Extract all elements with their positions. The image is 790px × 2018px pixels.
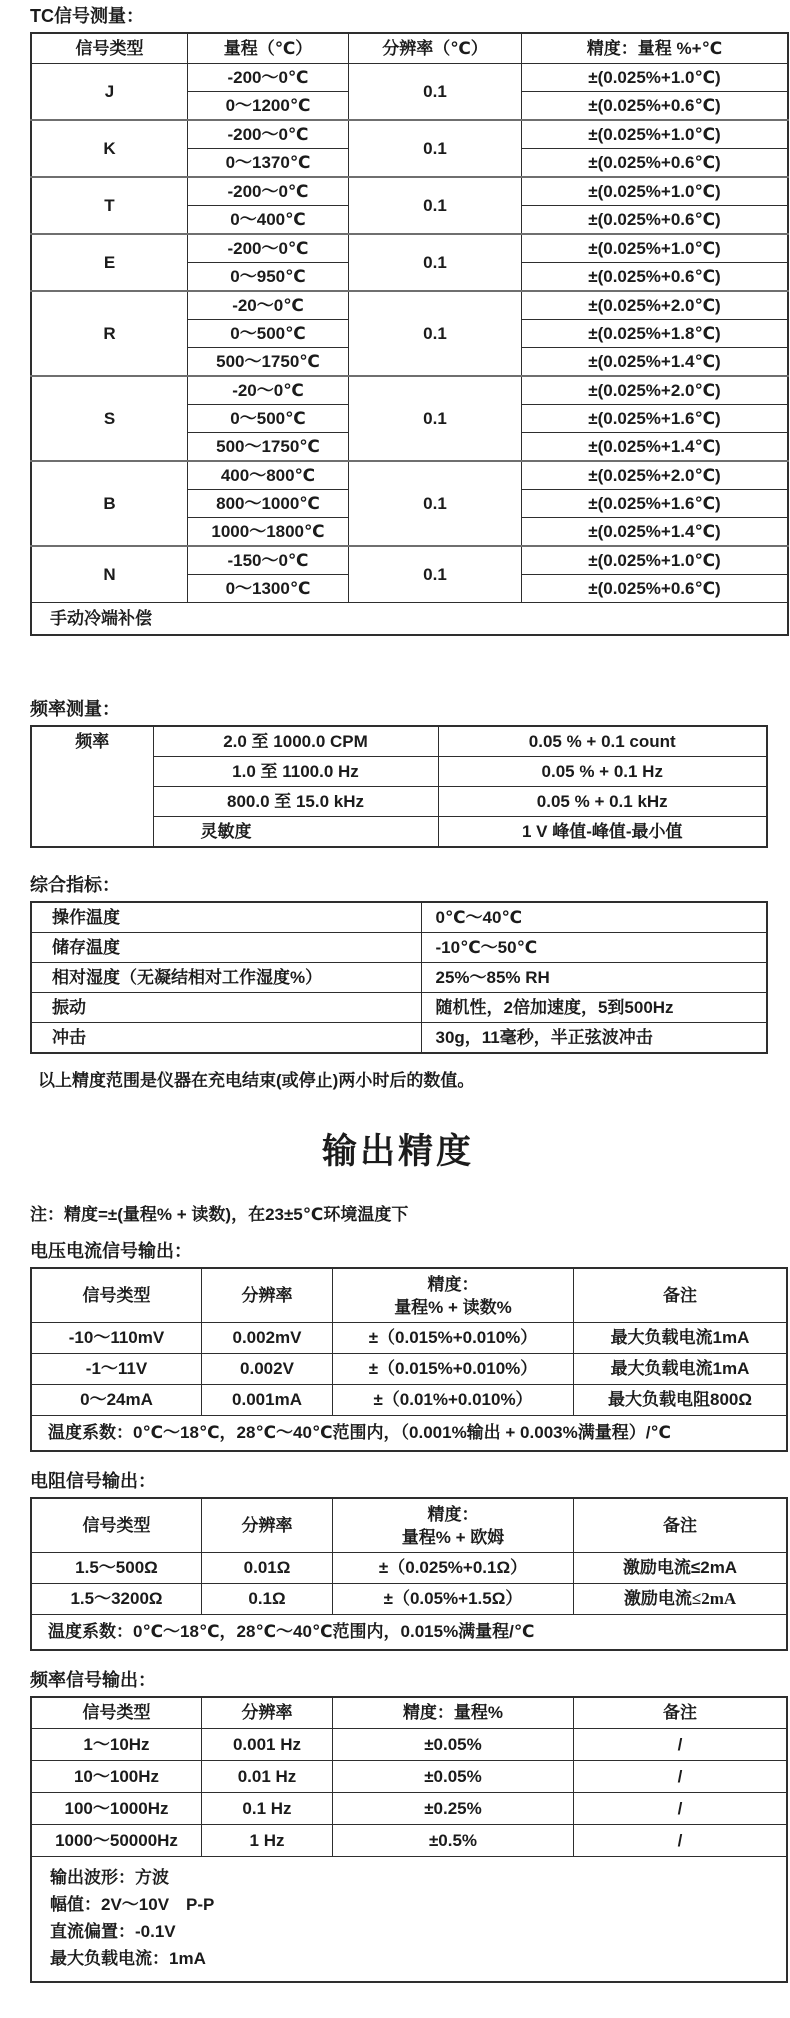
general-spec-row [31, 902, 767, 933]
freq-range-cell: 800.0 至 15.0 kHz [153, 787, 438, 817]
res-header-row [31, 1498, 787, 1553]
tc-header-row [31, 33, 788, 64]
tc-accuracy-cell: ±(0.025%+1.0℃) [522, 120, 789, 149]
freq-measure-table [30, 725, 768, 848]
tc-footer-row [31, 603, 788, 636]
tc-type-cell: K [31, 120, 188, 177]
tc-resolution-cell: 0.1 [349, 291, 522, 376]
res-header-accuracy-line1: 精度： [427, 1504, 479, 1524]
res-output-type-cell: 1.5～500Ω [31, 1553, 202, 1584]
tc-type-cell: T [31, 177, 188, 234]
res-output-remark-cell: 激励电流≤2mA [574, 1584, 788, 1615]
tc-accuracy-cell: ±(0.025%+1.0℃) [522, 234, 789, 263]
general-spec-row [31, 963, 767, 993]
general-spec-row [31, 993, 767, 1023]
general-item-cell: 振动 [31, 993, 421, 1023]
fo-accuracy-cell: ±0.05% [333, 1761, 574, 1793]
general-value-cell: -10℃～50℃ [421, 933, 767, 963]
tc-section-label: TC信号测量： [30, 6, 144, 26]
tc-resolution-cell: 0.1 [349, 64, 522, 121]
tc-range-cell: 0～1370℃ [188, 149, 349, 178]
res-output-row [31, 1553, 787, 1584]
vi-output-row [31, 1323, 787, 1354]
tc-table-row [31, 177, 788, 206]
vi-output-table [30, 1267, 788, 1452]
tc-accuracy-cell: ±(0.025%+0.6℃) [522, 575, 789, 603]
freq-accuracy-cell: 0.05 % + 0.1 Hz [438, 757, 767, 787]
tc-range-cell: -20～0℃ [188, 376, 349, 405]
fo-header-remark: 备注 [574, 1697, 788, 1729]
res-output-footer-cell: 温度系数：0℃～18℃，28℃～40℃范围内，0.015%满量程/℃ [31, 1615, 787, 1651]
vi-output-remark-cell: 最大负载电流1mA [574, 1323, 788, 1354]
tc-range-cell: 0～1200℃ [188, 92, 349, 121]
fo-type-cell: 1000～50000Hz [31, 1825, 202, 1857]
tc-table-row [31, 376, 788, 405]
res-header-accuracy-line2: 量程% + 欧姆 [401, 1527, 505, 1547]
freq-output-row [31, 1825, 787, 1857]
fo-footer-line: 直流偏置：-0.1V [50, 1922, 176, 1941]
tc-range-cell: -200～0℃ [188, 234, 349, 263]
general-item-cell: 冲击 [31, 1023, 421, 1054]
fo-accuracy-cell: ±0.05% [333, 1729, 574, 1761]
freq-label-cell: 频率 [31, 726, 153, 847]
tc-range-cell: 0～500℃ [188, 320, 349, 348]
tc-accuracy-cell: ±(0.025%+0.6℃) [522, 206, 789, 235]
res-output-type-cell: 1.5～3200Ω [31, 1584, 202, 1615]
tc-range-cell: 500～1750℃ [188, 433, 349, 462]
res-output-table [30, 1497, 788, 1651]
vi-output-resolution-cell: 0.002V [202, 1354, 333, 1385]
vi-output-section-label: 电压电流信号输出： [30, 1241, 192, 1261]
vi-output-resolution-cell: 0.001mA [202, 1385, 333, 1416]
tc-range-cell: 0～950℃ [188, 263, 349, 292]
fo-type-cell: 100～1000Hz [31, 1793, 202, 1825]
freq-output-row [31, 1729, 787, 1761]
tc-range-cell: 800～1000℃ [188, 490, 349, 518]
res-output-resolution-cell: 0.1Ω [202, 1584, 333, 1615]
tc-header-range: 量程（℃） [188, 33, 349, 64]
tc-accuracy-cell: ±(0.025%+1.4℃) [522, 433, 789, 462]
tc-header-accuracy: 精度：量程 %+℃ [522, 33, 789, 64]
vi-output-resolution-cell: 0.002mV [202, 1323, 333, 1354]
tc-footer-cell: 手动冷端补偿 [31, 603, 788, 636]
tc-table-row [31, 291, 788, 320]
res-output-resolution-cell: 0.01Ω [202, 1553, 333, 1584]
freq-output-section-label: 频率信号输出： [30, 1670, 156, 1690]
res-header-signal-type: 信号类型 [31, 1498, 202, 1553]
vi-output-footer-row [31, 1416, 787, 1452]
fo-remark-cell: / [574, 1729, 788, 1761]
freq-range-cell: 2.0 至 1000.0 CPM [153, 726, 438, 757]
fo-header-resolution: 分辨率 [202, 1697, 333, 1729]
freq-output-footer-row [31, 1857, 787, 1983]
general-value-cell: 随机性，2倍加速度，5到500Hz [421, 993, 767, 1023]
tc-range-cell: 0～1300℃ [188, 575, 349, 603]
tc-range-cell: -200～0℃ [188, 64, 349, 92]
vi-header-remark: 备注 [574, 1268, 788, 1323]
fo-resolution-cell: 0.001 Hz [202, 1729, 333, 1761]
tc-accuracy-cell: ±(0.025%+1.4℃) [522, 518, 789, 547]
vi-output-row [31, 1354, 787, 1385]
general-specs-table [30, 901, 768, 1054]
general-value-cell: 30g，11毫秒，半正弦波冲击 [421, 1023, 767, 1054]
vi-header-accuracy-line2: 量程% + 读数% [394, 1297, 512, 1317]
general-section-label: 综合指标： [30, 875, 120, 895]
fo-resolution-cell: 0.1 Hz [202, 1793, 333, 1825]
tc-resolution-cell: 0.1 [349, 234, 522, 291]
vi-header-resolution: 分辨率 [202, 1268, 333, 1323]
tc-accuracy-cell: ±(0.025%+2.0℃) [522, 291, 789, 320]
vi-output-type-cell: -1～11V [31, 1354, 202, 1385]
tc-table-row [31, 461, 788, 490]
freq-range-cell: 灵敏度 [153, 817, 438, 848]
vi-output-row [31, 1385, 787, 1416]
tc-accuracy-cell: ±(0.025%+1.0℃) [522, 546, 789, 575]
vi-output-type-cell: -10～110mV [31, 1323, 202, 1354]
freq-accuracy-cell: 0.05 % + 0.1 kHz [438, 787, 767, 817]
fo-remark-cell: / [574, 1761, 788, 1793]
tc-range-cell: 0～500℃ [188, 405, 349, 433]
general-value-cell: 25%～85% RH [421, 963, 767, 993]
res-output-footer-row [31, 1615, 787, 1651]
tc-accuracy-cell: ±(0.025%+0.6℃) [522, 92, 789, 121]
res-output-row [31, 1584, 787, 1615]
vi-header-accuracy-line1: 精度： [427, 1274, 479, 1294]
tc-type-cell: S [31, 376, 188, 461]
tc-accuracy-cell: ±(0.025%+0.6℃) [522, 149, 789, 178]
fo-type-cell: 1～10Hz [31, 1729, 202, 1761]
tc-range-cell: -200～0℃ [188, 120, 349, 149]
tc-accuracy-cell: ±(0.025%+1.6℃) [522, 405, 789, 433]
vi-header-signal-type: 信号类型 [31, 1268, 202, 1323]
fo-remark-cell: / [574, 1793, 788, 1825]
tc-header-resolution: 分辨率（℃） [349, 33, 522, 64]
tc-accuracy-cell: ±(0.025%+1.0℃) [522, 177, 789, 206]
fo-resolution-cell: 1 Hz [202, 1825, 333, 1857]
tc-accuracy-cell: ±(0.025%+2.0℃) [522, 461, 789, 490]
freq-measure-row [31, 726, 767, 757]
tc-table-row [31, 546, 788, 575]
vi-output-remark-cell: 最大负载电阻800Ω [574, 1385, 788, 1416]
vi-output-accuracy-cell: ±（0.015%+0.010%） [333, 1323, 574, 1354]
res-output-remark-cell: 激励电流≤2mA [574, 1553, 788, 1584]
general-item-cell: 储存温度 [31, 933, 421, 963]
general-spec-row [31, 1023, 767, 1054]
tc-accuracy-cell: ±(0.025%+1.4℃) [522, 348, 789, 377]
tc-range-cell: 400～800℃ [188, 461, 349, 490]
tc-type-cell: B [31, 461, 188, 546]
freq-output-row [31, 1793, 787, 1825]
tc-range-cell: -200～0℃ [188, 177, 349, 206]
fo-footer-line: 输出波形：方波 [50, 1868, 169, 1887]
general-item-cell: 操作温度 [31, 902, 421, 933]
tc-range-cell: -20～0℃ [188, 291, 349, 320]
general-spec-row [31, 933, 767, 963]
tc-type-cell: N [31, 546, 188, 603]
general-value-cell: 0℃～40℃ [421, 902, 767, 933]
general-item-cell: 相对湿度（无凝结相对工作湿度%） [31, 963, 421, 993]
tc-range-cell: 500～1750℃ [188, 348, 349, 377]
tc-resolution-cell: 0.1 [349, 120, 522, 177]
fo-header-accuracy: 精度：量程% [333, 1697, 574, 1729]
fo-resolution-cell: 0.01 Hz [202, 1761, 333, 1793]
tc-measure-table [30, 32, 789, 636]
vi-output-remark-cell: 最大负载电流1mA [574, 1354, 788, 1385]
freq-range-cell: 1.0 至 1100.0 Hz [153, 757, 438, 787]
tc-table-row [31, 120, 788, 149]
tc-type-cell: R [31, 291, 188, 376]
vi-output-accuracy-cell: ±（0.01%+0.010%） [333, 1385, 574, 1416]
freq-accuracy-cell: 1 V 峰值-峰值-最小值 [438, 817, 767, 848]
fo-remark-cell: / [574, 1825, 788, 1857]
fo-type-cell: 10～100Hz [31, 1761, 202, 1793]
freq-output-row [31, 1761, 787, 1793]
tc-type-cell: J [31, 64, 188, 121]
tc-table-row [31, 64, 788, 92]
tc-accuracy-cell: ±(0.025%+1.6℃) [522, 490, 789, 518]
tc-accuracy-cell: ±(0.025%+1.8℃) [522, 320, 789, 348]
res-output-accuracy-cell: ±（0.05%+1.5Ω） [333, 1584, 574, 1615]
tc-accuracy-cell: ±(0.025%+0.6℃) [522, 263, 789, 292]
tc-range-cell: 0～400℃ [188, 206, 349, 235]
tc-table-row [31, 234, 788, 263]
tc-resolution-cell: 0.1 [349, 461, 522, 546]
vi-header-row [31, 1268, 787, 1323]
freq-measure-section-label: 频率测量： [30, 699, 120, 719]
vi-output-accuracy-cell: ±（0.015%+0.010%） [333, 1354, 574, 1385]
fo-header-signal-type: 信号类型 [31, 1697, 202, 1729]
res-header-remark: 备注 [574, 1498, 788, 1553]
freq-accuracy-cell: 0.05 % + 0.1 count [438, 726, 767, 757]
tc-accuracy-cell: ±(0.025%+2.0℃) [522, 376, 789, 405]
vi-output-footer-cell: 温度系数：0℃～18℃，28℃～40℃范围内，（0.001%输出 + 0.003%满量程）/℃ [31, 1416, 787, 1452]
res-output-accuracy-cell: ±（0.025%+0.1Ω） [333, 1553, 574, 1584]
tc-resolution-cell: 0.1 [349, 546, 522, 603]
vi-header-accuracy [333, 1268, 574, 1323]
tc-resolution-cell: 0.1 [349, 177, 522, 234]
freq-output-table [30, 1696, 788, 1983]
fo-footer-cell [31, 1857, 787, 1983]
tc-range-cell: -150～0℃ [188, 546, 349, 575]
tc-resolution-cell: 0.1 [349, 376, 522, 461]
tc-type-cell: E [31, 234, 188, 291]
tc-range-cell: 1000～1800℃ [188, 518, 349, 547]
fo-footer-line: 幅值：2V～10V P-P [50, 1895, 215, 1914]
tc-header-signal-type: 信号类型 [31, 33, 188, 64]
output-accuracy-note: 注：精度=±(量程% + 读数)，在23±5℃环境温度下 [30, 1205, 409, 1224]
fo-accuracy-cell: ±0.5% [333, 1825, 574, 1857]
res-header-resolution: 分辨率 [202, 1498, 333, 1553]
tc-accuracy-cell: ±(0.025%+1.0℃) [522, 64, 789, 92]
fo-accuracy-cell: ±0.25% [333, 1793, 574, 1825]
fo-footer-line: 最大负载电流：1mA [50, 1949, 206, 1968]
vi-output-type-cell: 0～24mA [31, 1385, 202, 1416]
charge-note: 以上精度范围是仪器在充电结束(或停止)两小时后的数值。 [38, 1071, 475, 1090]
output-accuracy-title: 输出精度 [321, 1132, 474, 1171]
res-output-section-label: 电阻信号输出： [30, 1471, 156, 1491]
res-header-accuracy [333, 1498, 574, 1553]
fo-header-row [31, 1697, 787, 1729]
